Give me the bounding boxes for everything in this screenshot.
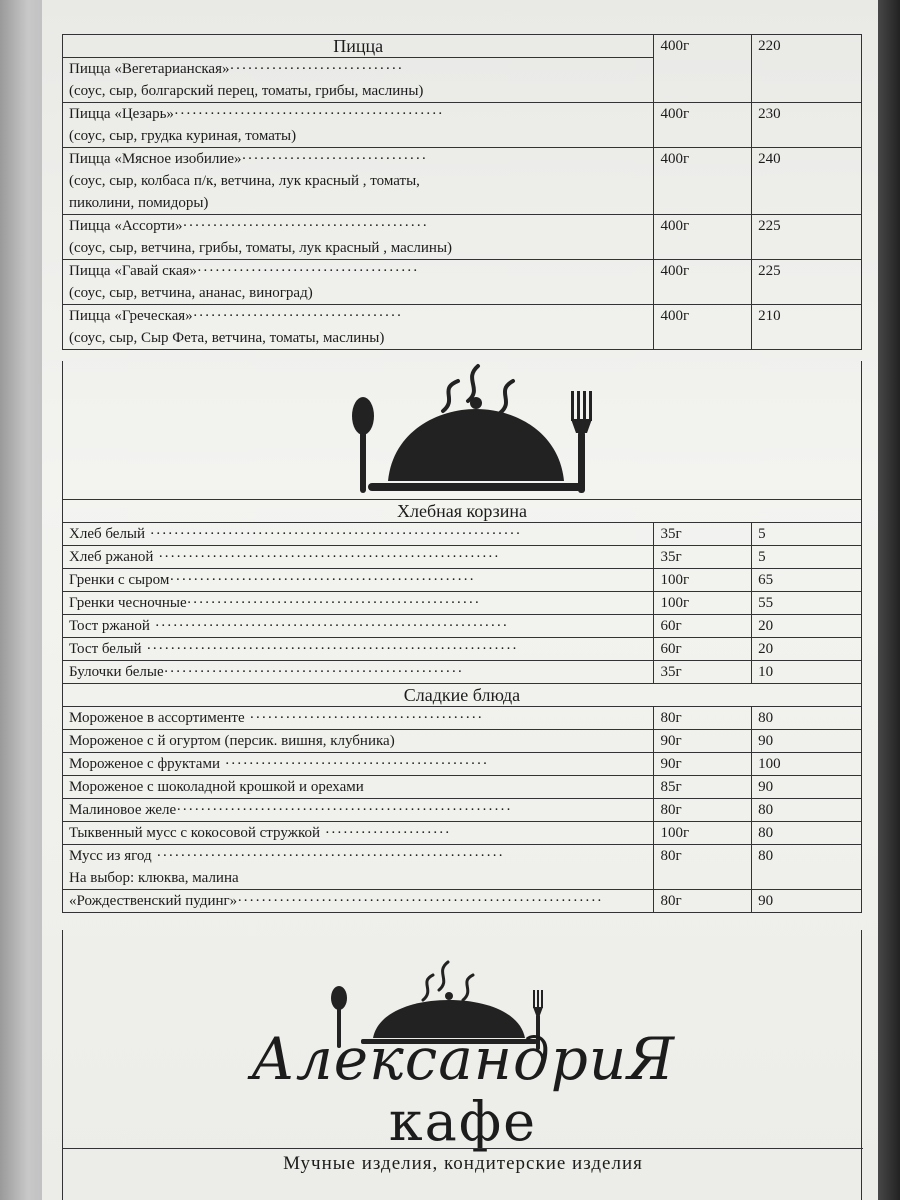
footer-brand-area bbox=[62, 930, 862, 1200]
pizza-item-name: Пицца «Греческая» bbox=[69, 308, 193, 324]
sweets-price: 90 bbox=[752, 776, 862, 799]
leader-dots: ··························································· bbox=[149, 618, 509, 634]
sweets-weight: 80г bbox=[654, 799, 752, 822]
bread-item-name: Гренки чесночные bbox=[69, 595, 187, 611]
sweets-weight: 90г bbox=[654, 753, 752, 776]
leader-dots: ····························································· bbox=[237, 893, 603, 909]
fork-icon bbox=[571, 391, 592, 493]
bread-price: 5 bbox=[752, 546, 862, 569]
pizza-weight: 400г bbox=[654, 148, 752, 215]
bread-item-name: Хлеб ржаной bbox=[69, 549, 154, 565]
table-row bbox=[63, 822, 862, 845]
pizza-item-name: Пицца «Мясное изобилие» bbox=[69, 151, 242, 167]
table-row bbox=[63, 638, 862, 661]
sweets-price: 80 bbox=[752, 799, 862, 822]
leader-dots: ······································· bbox=[244, 710, 484, 726]
sweets-price: 80 bbox=[752, 707, 862, 730]
bread-price: 20 bbox=[752, 638, 862, 661]
table-row bbox=[63, 707, 862, 730]
leader-dots: ······························· bbox=[241, 151, 428, 167]
sweets-price: 80 bbox=[752, 822, 862, 845]
pizza-item bbox=[63, 305, 654, 350]
pizza-item bbox=[63, 215, 654, 260]
leader-dots: ····················· bbox=[320, 825, 451, 841]
bread-weight: 100г bbox=[654, 592, 752, 615]
table-row bbox=[63, 799, 862, 822]
pizza-item-name: Пицца «Цезарь» bbox=[69, 106, 174, 122]
leader-dots: ··································· bbox=[192, 308, 403, 324]
section-title-pizza: Пицца bbox=[63, 35, 654, 58]
pizza-item-desc: (соус, сыр, грудка куриная, томаты) bbox=[69, 128, 297, 144]
leader-dots: ············································ bbox=[219, 756, 489, 772]
pizza-item-desc: (соус, сыр, болгарский перец, томаты, грибы, маслины) bbox=[69, 83, 424, 99]
section-title-sweets: Сладкие блюда bbox=[63, 684, 862, 707]
tagline: Мучные изделия, кондитерские изделия bbox=[63, 1148, 863, 1175]
pizza-price: 240 bbox=[752, 148, 862, 215]
bread-item-name: Хлеб белый bbox=[69, 526, 146, 542]
pizza-price: 225 bbox=[752, 260, 862, 305]
bread-item-name: Тост ржаной bbox=[69, 618, 150, 634]
table-row bbox=[63, 569, 862, 592]
pizza-item-desc: (соус, сыр, колбаса п/к, ветчина, лук красный , томаты, bbox=[69, 173, 420, 189]
pizza-price: 230 bbox=[752, 103, 862, 148]
sweets-price: 90 bbox=[752, 890, 862, 913]
bread-item-name: Тост белый bbox=[69, 641, 142, 657]
pizza-price: 220 bbox=[752, 35, 862, 103]
sweets-item-name: «Рождественский пудинг» bbox=[69, 893, 238, 909]
leader-dots: ············································· bbox=[173, 106, 444, 122]
sweets-weight: 80г bbox=[654, 707, 752, 730]
table-row bbox=[63, 523, 862, 546]
pizza-item-desc: пиколини, помидоры) bbox=[69, 195, 209, 211]
sweets-item-name: Мусс из ягод bbox=[69, 848, 152, 864]
table-row bbox=[63, 730, 862, 753]
table-row bbox=[63, 592, 862, 615]
logo-cloche-area bbox=[62, 361, 862, 499]
brand-subtitle: кафе bbox=[388, 1090, 538, 1153]
table-row bbox=[63, 845, 862, 890]
sweets-weight: 90г bbox=[654, 730, 752, 753]
table-row bbox=[63, 615, 862, 638]
pizza-weight: 400г bbox=[654, 35, 752, 103]
sweets-item-name: Мороженое с й огуртом (персик. вишня, клубника) bbox=[69, 733, 395, 749]
pizza-item bbox=[63, 148, 654, 215]
bread-weight: 60г bbox=[654, 638, 752, 661]
bread-weight: 100г bbox=[654, 569, 752, 592]
cloche-logo bbox=[63, 361, 863, 499]
bread-weight: 35г bbox=[654, 523, 752, 546]
pizza-weight: 400г bbox=[654, 305, 752, 350]
sweets-item-desc: На выбор: клюква, малина bbox=[69, 870, 239, 886]
section-title-bread: Хлебная корзина bbox=[63, 500, 862, 523]
bread-weight: 35г bbox=[654, 546, 752, 569]
leader-dots: ·················································· bbox=[163, 664, 464, 680]
leader-dots: ························································ bbox=[176, 802, 512, 818]
leader-dots: ·························································· bbox=[151, 848, 505, 864]
menu-page bbox=[42, 0, 878, 1200]
cloche-icon bbox=[368, 397, 584, 491]
sweets-item-name: Мороженое в ассортименте bbox=[69, 710, 245, 726]
bread-weight: 35г bbox=[654, 661, 752, 684]
sweets-price: 80 bbox=[752, 845, 862, 890]
pizza-item-name: Пицца «Ассорти» bbox=[69, 218, 183, 234]
sweets-price: 90 bbox=[752, 730, 862, 753]
bread-price: 65 bbox=[752, 569, 862, 592]
sweets-item-name: Тыквенный мусс с кокосовой стружкой bbox=[69, 825, 321, 841]
bread-price: 55 bbox=[752, 592, 862, 615]
bread-sweets-table bbox=[62, 499, 862, 913]
leader-dots: ················································· bbox=[186, 595, 481, 611]
table-row bbox=[63, 661, 862, 684]
leader-dots: ························································· bbox=[153, 549, 500, 565]
leader-dots: ······························································ bbox=[141, 641, 519, 657]
spoon-icon bbox=[352, 397, 374, 493]
sweets-weight: 100г bbox=[654, 822, 752, 845]
pizza-item-name: Пицца «Вегетарианская» bbox=[69, 61, 230, 77]
bread-weight: 60г bbox=[654, 615, 752, 638]
leader-dots: ······························································ bbox=[145, 526, 522, 542]
table-row bbox=[63, 753, 862, 776]
leader-dots: ········································· bbox=[182, 218, 429, 234]
leader-dots: ····························· bbox=[229, 61, 404, 77]
pizza-price: 225 bbox=[752, 215, 862, 260]
sweets-item-name: Мороженое с шоколадной крошкой и орехами bbox=[69, 779, 364, 795]
leader-dots: ··················································· bbox=[169, 572, 476, 588]
pizza-weight: 400г bbox=[654, 215, 752, 260]
bread-price: 10 bbox=[752, 661, 862, 684]
pizza-item-name: Пицца «Гавай ская» bbox=[69, 263, 197, 279]
leader-dots: ····································· bbox=[196, 263, 419, 279]
pizza-item bbox=[63, 260, 654, 305]
sweets-price: 100 bbox=[752, 753, 862, 776]
pizza-item-desc: (соус, сыр, ветчина, грибы, томаты, лук красный , маслины) bbox=[69, 240, 453, 256]
pizza-price: 210 bbox=[752, 305, 862, 350]
table-row bbox=[63, 546, 862, 569]
pizza-weight: 400г bbox=[654, 103, 752, 148]
bread-price: 20 bbox=[752, 615, 862, 638]
pizza-weight: 400г bbox=[654, 260, 752, 305]
table-row bbox=[63, 890, 862, 913]
pizza-item-desc: (соус, сыр, ветчина, ананас, виноград) bbox=[69, 285, 313, 301]
sweets-weight: 80г bbox=[654, 890, 752, 913]
sweets-item-name: Мороженое с фруктами bbox=[69, 756, 220, 772]
sweets-weight: 85г bbox=[654, 776, 752, 799]
brand-name: АлександриЯ bbox=[250, 1025, 676, 1093]
pizza-table bbox=[62, 34, 862, 350]
bread-price: 5 bbox=[752, 523, 862, 546]
bread-item-name: Гренки с сыром bbox=[69, 572, 170, 588]
sweets-item-name: Малиновое желе bbox=[69, 802, 177, 818]
sweets-weight: 80г bbox=[654, 845, 752, 890]
pizza-item bbox=[63, 103, 654, 148]
table-row bbox=[63, 776, 862, 799]
pizza-item-desc: (соус, сыр, Сыр Фета, ветчина, томаты, маслины) bbox=[69, 330, 385, 346]
bread-item-name: Булочки белые bbox=[69, 664, 164, 680]
pizza-item bbox=[63, 58, 654, 103]
